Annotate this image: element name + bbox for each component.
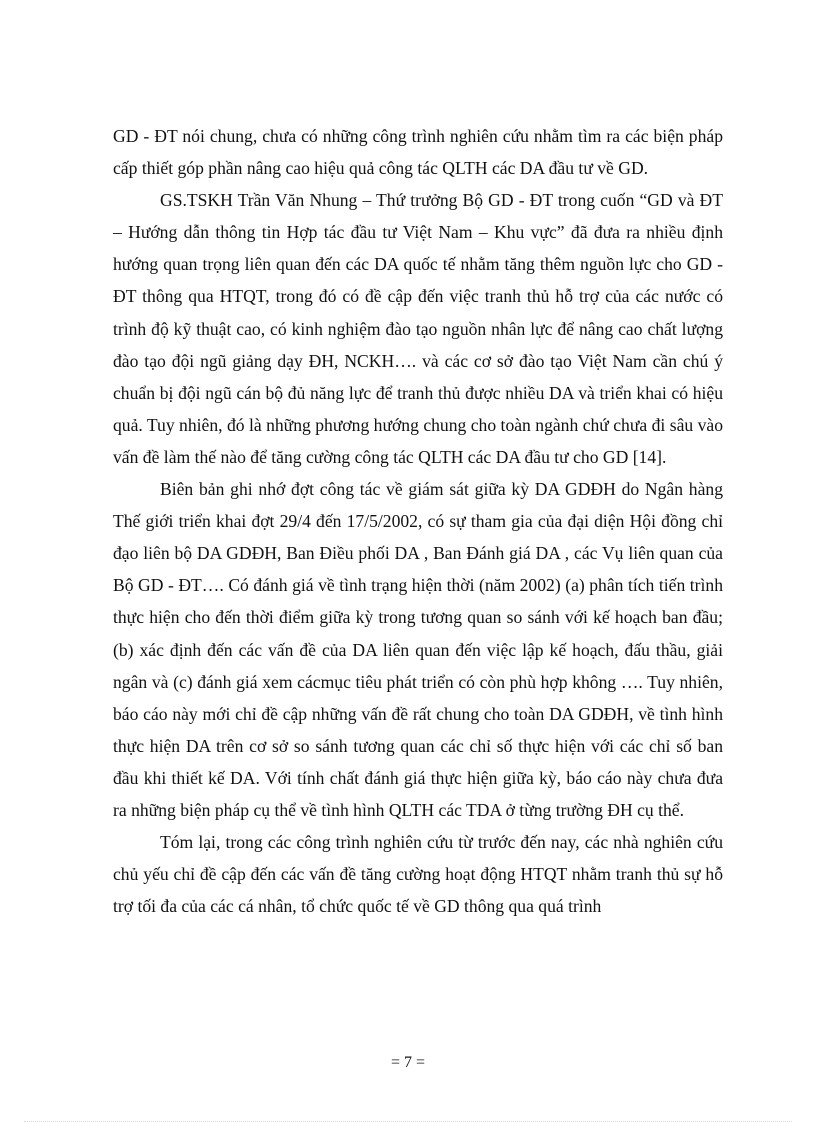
- paragraph-nhung-book: GS.TSKH Trần Văn Nhung – Thứ trưởng Bộ GD - ĐT trong cuốn “GD và ĐT – Hướng dẫn thông tin Hợp tác đầu tư Việt Nam – Khu vực” đã đưa ra nhiều định hướng quan trọng liên quan đến các DA quốc tế nhằm tăng thêm nguồn lực cho GD - ĐT thông qua HTQT, trong đó có đề cập đến việc tranh thủ hỗ trợ của các nước có trình độ kỹ thuật cao, có kinh nghiệm đào tạo nguồn nhân lực để nâng cao chất lượng đào tạo đội ngũ giảng dạy ĐH, NCKH…. và các cơ sở đào tạo Việt Nam cần chú ý chuẩn bị đội ngũ cán bộ đủ năng lực để tranh thủ được nhiều DA và triển khai có hiệu quả. Tuy nhiên, đó là những phương hướng chung cho toàn ngành chứ chưa đi sâu vào vấn đề làm thế nào để tăng cường công tác QLTH các DA đầu tư cho GD [14].: [113, 190, 723, 467]
- paragraph-summary: Tóm lại, trong các công trình nghiên cứu từ trước đến nay, các nhà nghiên cứu chủ yếu chỉ đề cập đến các vấn đề tăng cường hoạt động HTQT nhằm tranh thủ sự hỗ trợ tối đa của các cá nhân, tổ chức quốc tế về GD thông qua quá trình: [113, 832, 723, 917]
- paragraph-intro: GD - ĐT nói chung, chưa có những công trình nghiên cứu nhằm tìm ra các biện pháp cấp thiết góp phần nâng cao hiệu quả công tác QLTH các DA đầu tư về GD.: [113, 126, 723, 179]
- document-body: [113, 120, 723, 922]
- page-bottom-divider: [24, 1121, 792, 1122]
- paragraph-memorandum: Biên bản ghi nhớ đợt công tác về giám sát giữa kỳ DA GDĐH do Ngân hàng Thế giới triển khai đợt 29/4 đến 17/5/2002, có sự tham gia của đại diện Hội đồng chỉ đạo liên bộ DA GDĐH, Ban Điều phối DA , Ban Đánh giá DA , các Vụ liên quan của Bộ GD - ĐT…. Có đánh giá về tình trạng hiện thời (năm 2002) (a) phân tích tiến trình thực hiện cho đến thời điểm giữa kỳ trong tương quan so sánh với kế hoạch ban đầu; (b) xác định đến các vấn đề của DA liên quan đến việc lập kế hoạch, đấu thầu, giải ngân và (c) đánh giá xem cácmục tiêu phát triển có còn phù hợp không …. Tuy nhiên, báo cáo này mới chỉ đề cập những vấn đề rất chung cho toàn DA GDĐH, về tình hình thực hiện DA trên cơ sở so sánh tương quan các chỉ số thực hiện với các chỉ số ban đầu khi thiết kế DA. Với tính chất đánh giá thực hiện giữa kỳ, báo cáo này chưa đưa ra những biện pháp cụ thể về tình hình QLTH các TDA ở từng trường ĐH cụ thể.: [113, 479, 723, 820]
- page-number: = 7 =: [390, 1054, 426, 1071]
